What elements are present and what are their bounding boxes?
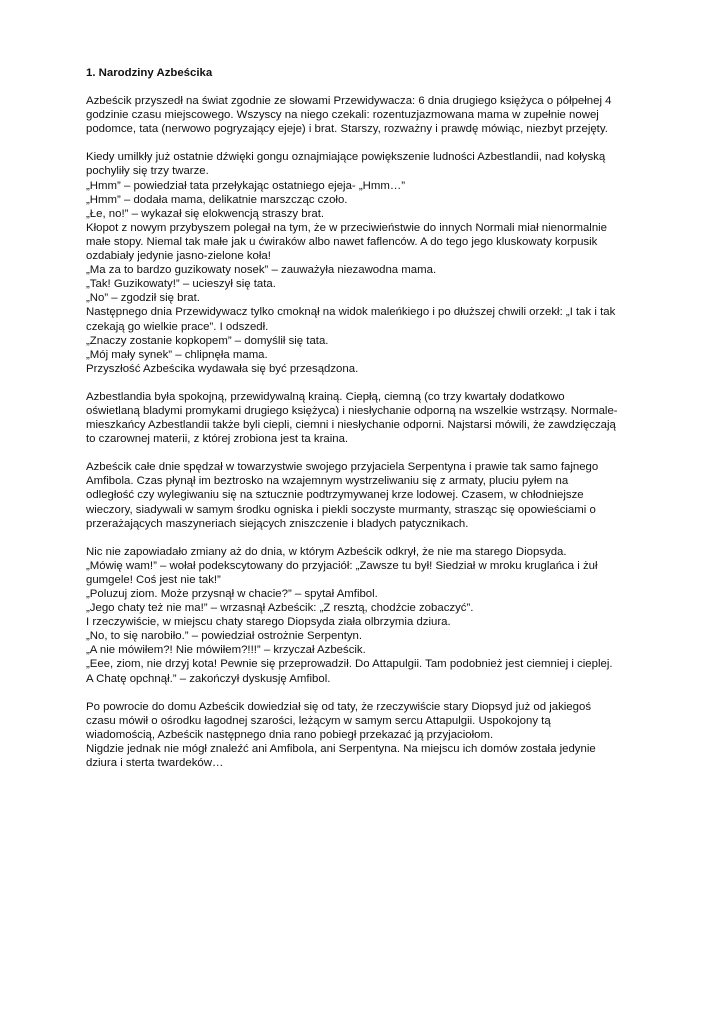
text-line: „Poluzuj ziom. Może przysnął w chacie?” – spytał Amfibol.	[86, 588, 378, 600]
text-line: „A nie mówiłem?! Nie mówiłem?!!!” – krzyczał Azbeścik.	[86, 644, 366, 657]
text-line: „No, to się narobiło.” – powiedział ostrożnie Serpentyn.	[86, 630, 363, 643]
text-line: małe stopy. Niemal tak małe jak u ćwiraków albo nawet faflenców. A do tego jego kluskowaty korpusik	[86, 235, 598, 248]
text-line: mieszkańcy Azbestlandii także byli ciepli, ciemni i niesłychanie odporni. Najstarsi mówili, że zawdzięczają	[86, 419, 616, 432]
text-line: Następnego dnia Przewidywacz tylko cmoknął na widok maleńkiego i po dłuższej chwili orzekł: „I tak i tak	[86, 306, 616, 319]
paragraph	[86, 94, 660, 136]
text-line: Azbeścik przyszedł na świat zgodnie ze słowami Przewidywacza: 6 dnia drugiego księżyca o półpełnej 4	[86, 95, 612, 108]
text-line: Przyszłość Azbeścika wydawała się być przesądzona.	[86, 362, 359, 375]
paragraph	[86, 460, 660, 530]
text-line: A Chatę opchnął.” – zakończył dyskusję Amfibol.	[86, 672, 331, 685]
text-line: wieczory, siadywali w samym środku ogniska i piekli soczyste murmanty, strasząc się opowieściami o	[86, 503, 596, 516]
text-line: czekają go wielkie prace”. I odszedł.	[86, 320, 269, 333]
text-line: „Ma za to bardzo guzikowaty nosek” – zauważyła niezawodna mama.	[86, 264, 437, 277]
text-line: wiadomością, Azbeścik następnego dnia rano pobiegł przekazać ją przyjaciołom.	[86, 728, 494, 741]
text-line: oświetlaną bladymi promykami drugiego księżyca) i niesłychanie odporną na wszelkie wstrząsy. Normale-	[86, 404, 618, 417]
text-line: Kłopot z nowym przybyszem polegał na tym, że w przeciwieństwie do innych Normali miał nienormalnie	[86, 221, 608, 234]
text-line: „Mój mały synek” – chlipnęła mama.	[86, 348, 268, 361]
paragraph	[86, 700, 660, 770]
paragraph	[86, 545, 660, 686]
text-line: „Hmm” – powiedział tata przełykając ostatniego ejeja- „Hmm…”	[86, 179, 406, 192]
text-line: Nic nie zapowiadało zmiany aż do dnia, w którym Azbeścik odkrył, że nie ma starego Diopsyda.	[86, 545, 567, 558]
text-line: „Hmm” – dodała mama, delikatnie marszcząc czoło.	[86, 193, 348, 206]
text-line: godzinie czasu miejscowego. Wszyscy na niego czekali: rozentuzjazmowana mama w zupełnie nowej	[86, 109, 599, 122]
text-line: podomce, tata (nerwowo pogryzający ejeje) i brat. Starszy, rozważny i prawdę mówiąc, niezbyt przejęty.	[86, 123, 608, 136]
paragraph	[86, 390, 660, 446]
text-line: odległość czy wylegiwaniu się na sztucznie podtrzymywanej krze lodowej. Czasem, w chłodniejsze	[86, 489, 584, 502]
text-line: przerażających maszyneriach siejących zniszczenie i bladych patycznikach.	[86, 517, 469, 530]
text-line: Nigdzie jednak nie mógł znaleźć ani Amfibola, ani Serpentyna. Na miejscu ich domów została jedynie	[86, 742, 596, 755]
text-line: dziura i sterta twardeków…	[86, 757, 224, 770]
text-line: gumgele! Coś jest nie tak!”	[86, 573, 221, 586]
text-line: Kiedy umilkły już ostatnie dźwięki gongu oznajmiające powiększenie ludności Azbestlandii, nad kołyską	[86, 151, 606, 164]
text-line: „Mówię wam!” – wołał podekscytowany do przyjaciół: „Zawsze tu był! Siedział w mroku kruglańca i żuł	[86, 559, 598, 572]
text-line: to czarownej materii, z której zrobiona jest ta kraina.	[86, 433, 349, 446]
text-line: „Znaczy zostanie kopkopem” – domyślił się tata.	[86, 334, 329, 347]
text-line: „Eee, ziom, nie drzyj kota! Pewnie się przeprowadził. Do Attapulgii. Tam podobnież jest ciemniej i cieplej.	[86, 658, 613, 671]
text-line: ozdabiały jedynie jasno-zielone koła!	[86, 250, 271, 263]
text-line: czasu mówił o ośrodku łagodnej szarości, leżącym w samym sercu Attapulgii. Uspokojony tą	[86, 714, 551, 727]
text-line: „Jego chaty też nie ma!” – wrzasnął Azbeścik: „Z resztą, chodźcie zobaczyć”.	[86, 602, 474, 615]
chapter-title: 1. Narodziny Azbeścika	[86, 67, 213, 79]
text-line: Azbeścik całe dnie spędzał w towarzystwie swojego przyjaciela Serpentyna i prawie tak samo fajnego	[86, 461, 599, 474]
text-line: Po powrocie do domu Azbeścik dowiedział się od taty, że rzeczywiście stary Diopsyd już od jakiegoś	[86, 700, 592, 713]
body-text	[86, 94, 660, 770]
text-line: „Łe, no!” – wykazał się elokwencją straszy brat.	[86, 207, 325, 220]
text-line: pochyliły się trzy twarze.	[86, 165, 209, 178]
paragraph	[86, 150, 660, 376]
text-line: Azbestlandia była spokojną, przewidywalną krainą. Ciepłą, ciemną (co trzy kwartały dodatkowo	[86, 390, 565, 403]
text-line: I rzeczywiście, w miejscu chaty starego Diopsyda ziała olbrzymia dziura.	[86, 616, 451, 629]
text-line: Amfibola. Czas płynął im beztrosko na wzajemnym wystrzeliwaniu się z armaty, pluciu pyłem na	[86, 475, 569, 488]
document-page	[86, 66, 660, 784]
text-line: „No” – zgodził się brat.	[86, 292, 200, 305]
text-line: „Tak! Guzikowaty!” – ucieszył się tata.	[86, 278, 276, 291]
